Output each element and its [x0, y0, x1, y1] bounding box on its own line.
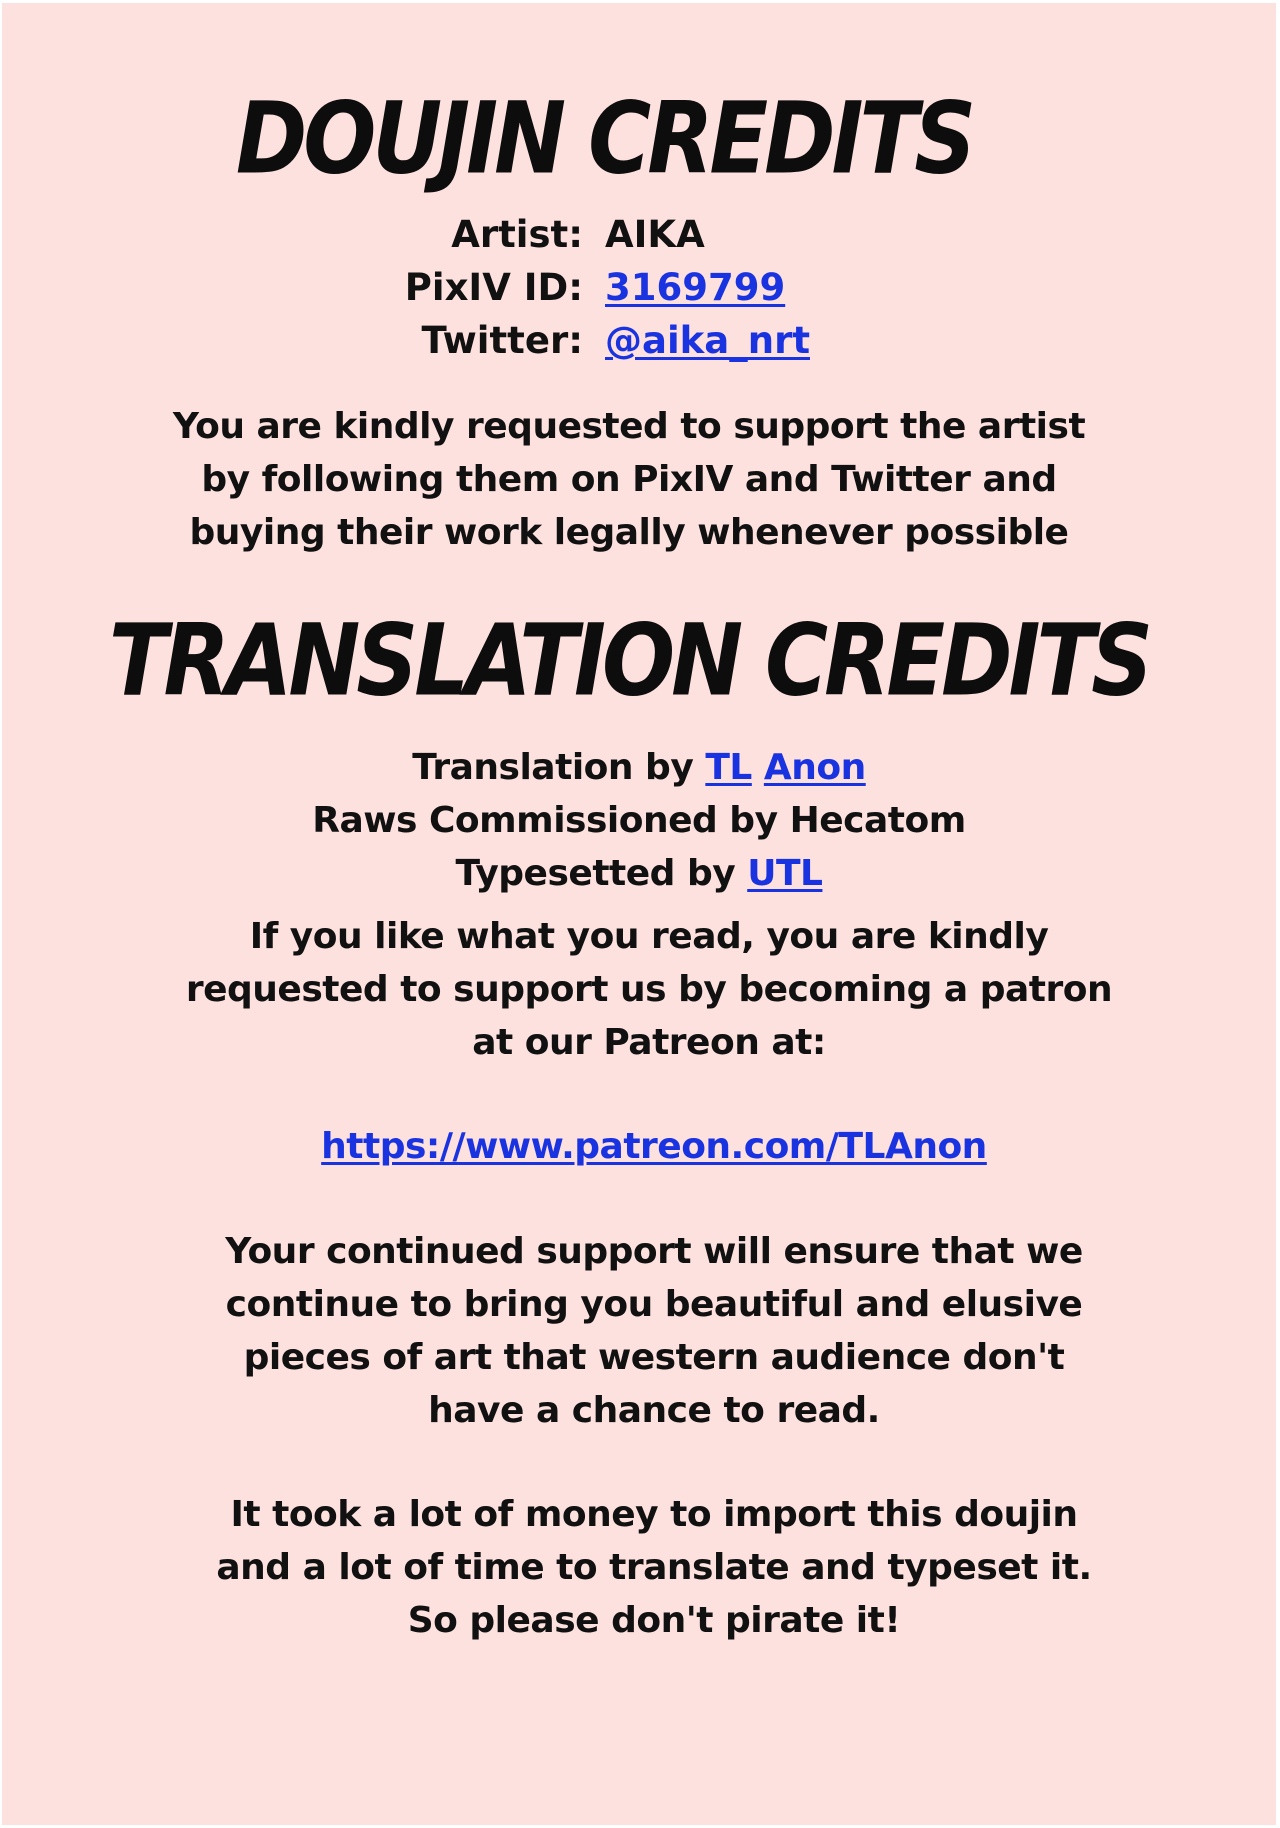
translation-credit-lines	[2, 741, 1276, 900]
pixiv-label: PixIV ID:	[404, 266, 583, 309]
patron-request-line: at our Patreon at:	[472, 1022, 826, 1063]
artist-value: AIKA	[605, 213, 705, 256]
translation-credits-heading: TRANSLATION CREDITS	[108, 603, 1150, 719]
patreon-url-link[interactable]: https://www.patreon.com/TLAnon	[321, 1126, 987, 1167]
credits-page	[2, 3, 1276, 1825]
closing-line: So please don't pirate it!	[407, 1600, 901, 1641]
artist-support-line: You are kindly requested to support the artist	[172, 406, 1086, 447]
continued-support-line: Your continued support will ensure that we	[225, 1231, 1083, 1272]
continued-support-paragraph	[17, 1225, 1280, 1437]
closing-line: and a lot of time to translate and typeset it.	[216, 1547, 1092, 1588]
closing-paragraph	[17, 1488, 1280, 1647]
continued-support-line: have a chance to read.	[428, 1390, 880, 1431]
artist-support-paragraph	[0, 400, 1266, 559]
raws-commissioned-line: Raws Commissioned by Hecatom	[312, 800, 966, 841]
typesetted-by-line	[2, 847, 1276, 900]
artist-support-line: buying their work legally whenever possible	[189, 512, 1069, 553]
patron-request-paragraph	[12, 910, 1280, 1069]
twitter-row	[2, 314, 1276, 367]
artist-support-line: by following them on PixIV and Twitter and	[201, 459, 1057, 500]
twitter-link[interactable]: @aika_nrt	[605, 319, 810, 362]
translator-tl-link[interactable]: TL	[705, 747, 752, 788]
patron-request-line: If you like what you read, you are kindly	[249, 916, 1049, 957]
typesetter-link[interactable]: UTL	[747, 853, 823, 894]
continued-support-line: continue to bring you beautiful and elusive	[225, 1284, 1083, 1325]
artist-row	[2, 208, 1276, 261]
translation-by-line	[2, 741, 1276, 794]
typesetted-by-label: Typesetted by	[455, 853, 748, 894]
artist-label: Artist:	[451, 213, 583, 256]
patreon-url-line	[17, 1120, 1280, 1173]
pixiv-row	[2, 261, 1276, 314]
closing-line: It took a lot of money to import this doujin	[230, 1494, 1078, 1535]
pixiv-id-link[interactable]: 3169799	[605, 266, 786, 309]
translator-anon-link[interactable]: Anon	[763, 747, 866, 788]
twitter-label: Twitter:	[421, 319, 583, 362]
translation-by-label: Translation by	[412, 747, 706, 788]
artist-info-table	[2, 208, 1276, 367]
patron-request-line: requested to support us by becoming a patron	[185, 969, 1113, 1010]
doujin-credits-heading: DOUJIN CREDITS	[235, 81, 973, 197]
continued-support-line: pieces of art that western audience don't	[243, 1337, 1065, 1378]
